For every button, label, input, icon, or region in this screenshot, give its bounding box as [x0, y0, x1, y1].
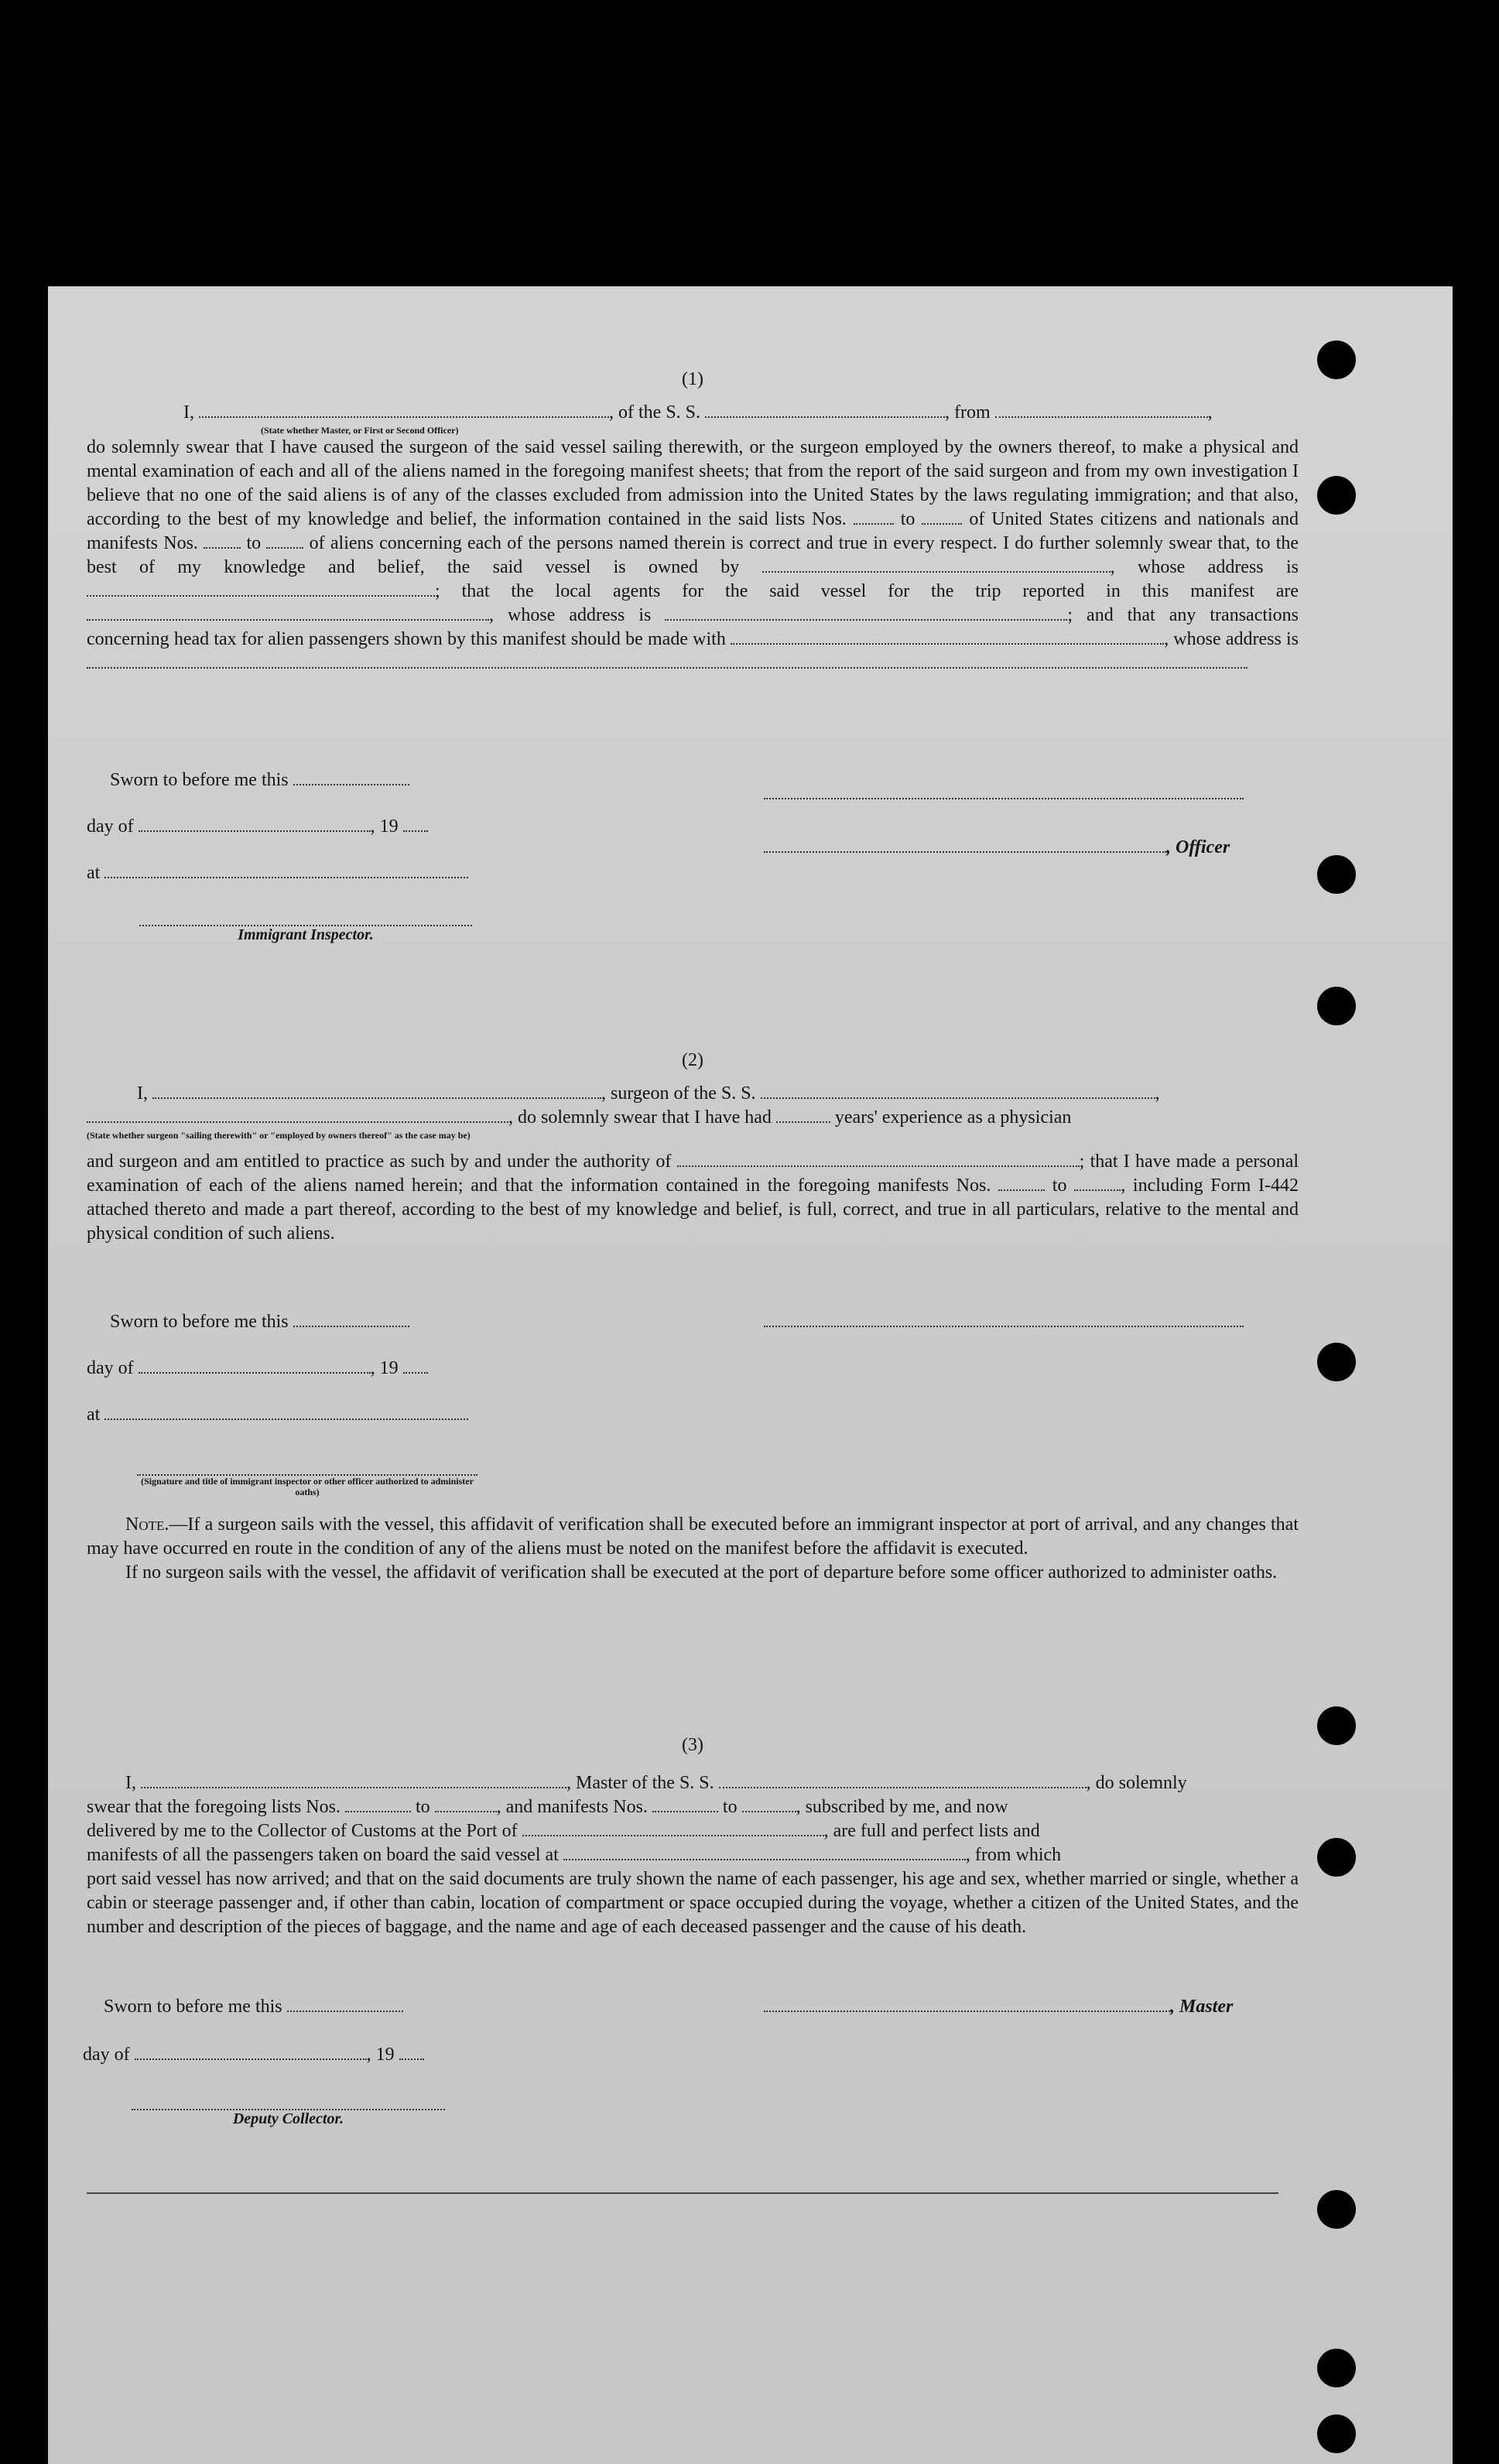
- at-label: at: [87, 863, 101, 883]
- manifest-to-blank[interactable]: [266, 535, 303, 549]
- sworn-date-blank[interactable]: [287, 1998, 403, 2012]
- authority-blank[interactable]: [677, 1153, 1080, 1167]
- officer-blank[interactable]: [764, 839, 1166, 853]
- year-label: , 19: [366, 2045, 395, 2065]
- punch-hole: [1317, 987, 1356, 1025]
- bottom-rule: [87, 2192, 1278, 2194]
- to-label: to: [722, 1797, 738, 1817]
- agents-blank[interactable]: [87, 607, 489, 621]
- day-blank[interactable]: [139, 818, 371, 832]
- owner-address-blank[interactable]: [87, 583, 435, 597]
- punch-hole: [1317, 2190, 1356, 2229]
- sworn-row-2: [110, 1312, 409, 1333]
- at-row-2: [87, 1405, 468, 1425]
- oath-i: I,: [137, 1083, 148, 1104]
- day-row-1: [87, 816, 428, 837]
- section-2: [87, 1049, 1299, 1246]
- master-label: , Master: [1170, 1997, 1234, 2017]
- manifest-from-blank[interactable]: [652, 1798, 718, 1812]
- section-number: (3): [682, 1735, 703, 1755]
- manifest-from-blank[interactable]: [998, 1177, 1045, 1191]
- surgeon-paragraph: and surgeon and am entitled to practice as such by and under the authority of ; that I have made a personal examination of each of the aliens named herein; and that the information contained in the foregoing manifests Nos. to , including Form I-442 attached thereto and made a part thereof, according to the best of my knowledge and belief, is full, correct, and true in all particulars, relative to the mental and physical condition of such aliens.: [87, 1152, 1299, 1244]
- to-label: to: [900, 509, 915, 529]
- surgeon-text-b: that I have made a personal examination of each of the aliens named herein; and that the information contained in the foregoing manifests Nos.: [87, 1152, 1299, 1196]
- day-of-label: day of: [87, 1358, 134, 1378]
- year-label: , 19: [370, 816, 399, 837]
- section-1: [87, 368, 1299, 676]
- officer-label: , Officer: [1166, 837, 1230, 857]
- sworn-label: Sworn to before me this: [104, 1997, 282, 2017]
- master-text-a: delivered by me to the Collector of Customs at the Port of: [87, 1821, 518, 1841]
- day-row-2: [87, 1358, 428, 1379]
- master-paragraph: [87, 1867, 1299, 1939]
- surgeon-line-2: [87, 1106, 1299, 1130]
- sworn-label: Sworn to before me this: [110, 770, 289, 790]
- subscribed-label: , subscribed by me, and now: [796, 1797, 1008, 1817]
- deputy-label: Deputy Collector.: [232, 2110, 344, 2127]
- inspector-label: Immigrant Inspector.: [238, 926, 374, 943]
- from-blank[interactable]: [995, 404, 1208, 418]
- year-blank[interactable]: [403, 1360, 428, 1374]
- oath-paragraph: do solemnly swear that I have caused the surgeon of the said vessel sailing therewith, or the surgeon employed by the owners thereof, to make a physical and mental examination of each and all of the aliens named in the foregoing manifest sheets; that from the report of the said surgeon and from my own investigation I believe that no one of the said aliens is of any of the classes excluded from admission into the United States by the laws regulating immigration; and that also, according to the best of my knowledge and belief, the information contained in the said lists Nos. to of United States citizens and nationals and manifests Nos. to of aliens concerning each of the persons named therein is correct and true in every respect. I do further solemnly swear that, to the best of my knowledge and belief, the said vessel is owned by , whose address is ; that the local agents for the said vessel for the trip reported in this manifest are , whose address is ; and that any transactions concerning head tax for alien passengers shown by this manifest should be made with , whose address is: [87, 436, 1299, 676]
- oath-text-a: do solemnly swear that I have caused the surgeon of the said vessel sailing therewith, or the surgeon employed by the owners thereof, to make a physical and mental examination of each and all of the aliens named in the foregoing manifest sheets; that from the report of the said surgeon and from my own investigation I believe that no one of the said aliens is of any of the classes excluded from admission into the United States by the laws regulating immigration; and that also, according to the best of my knowledge and belief, the information contained in the said lists Nos.: [87, 437, 1299, 529]
- master-text-b: manifests of all the passengers taken on board the said vessel at: [87, 1845, 559, 1865]
- master-vessel-blank[interactable]: [719, 1774, 1087, 1788]
- oath-text-c: of aliens concerning each of the persons named therein is correct and true in every respect. I do further solemnly swear that, to the best of my knowledge and belief, the said vessel is owned by: [87, 533, 1299, 577]
- note-text-1: —If a surgeon sails with the vessel, this affidavit of verification shall be executed before an immigrant inspector at port of arrival, and any changes that may have occurred en route in the condition of any of the aliens must be noted on the manifest before the affidavit is executed.: [87, 1514, 1299, 1559]
- year-blank[interactable]: [399, 2046, 424, 2060]
- at-label: at: [87, 1405, 101, 1425]
- manifest-to-blank[interactable]: [742, 1798, 796, 1812]
- years-blank[interactable]: [776, 1109, 830, 1123]
- agents-address-blank[interactable]: [665, 607, 1067, 621]
- manifest-to-blank[interactable]: [1074, 1177, 1121, 1191]
- note-block: [87, 1513, 1299, 1585]
- name-blank[interactable]: [199, 404, 609, 418]
- note-2: [87, 1561, 1299, 1585]
- master-signature-blank[interactable]: [764, 1998, 1170, 2012]
- day-blank[interactable]: [139, 1360, 371, 1374]
- at-row-1: [87, 863, 468, 884]
- sworn-row-1: [110, 770, 409, 791]
- section-number: (1): [682, 369, 703, 389]
- punch-hole: [1317, 1343, 1356, 1381]
- section-number: (2): [682, 1050, 703, 1070]
- lists-to-blank[interactable]: [922, 511, 962, 525]
- years-label: years' experience as a physician: [834, 1107, 1072, 1128]
- swear-label: , do solemnly swear that I have had: [508, 1107, 772, 1128]
- note-label: Note.: [125, 1514, 169, 1535]
- punch-hole: [1317, 341, 1356, 379]
- vessel-blank[interactable]: [705, 404, 945, 418]
- note-text-2: If no surgeon sails with the vessel, the affidavit of verification shall be executed at the port of departure before some officer authorized to administer oaths.: [125, 1562, 1278, 1583]
- master-line-4: [87, 1843, 1299, 1867]
- master-line-1: [87, 1771, 1299, 1795]
- at-blank[interactable]: [104, 1406, 468, 1420]
- of-ss-label: , of the S. S.: [609, 402, 701, 423]
- owner-blank[interactable]: [762, 559, 1111, 573]
- sworn-label: Sworn to before me this: [110, 1312, 289, 1332]
- day-blank[interactable]: [135, 2046, 367, 2060]
- surgeon-text-a: and surgeon and am entitled to practice as such by and under the authority of: [87, 1152, 672, 1172]
- officer-row: [764, 837, 1230, 858]
- section-3: [87, 1733, 1299, 1939]
- year-label: , 19: [370, 1358, 399, 1378]
- surgeon-type-blank[interactable]: [87, 1109, 508, 1123]
- surgeon-vessel-blank[interactable]: [761, 1085, 1155, 1099]
- sworn-date-blank[interactable]: [293, 1313, 409, 1327]
- embark-port-blank[interactable]: [563, 1846, 966, 1860]
- at-blank[interactable]: [104, 864, 468, 878]
- surgeon-signature-blank[interactable]: [764, 1313, 1244, 1327]
- inspector-signature: [139, 925, 472, 944]
- master-name-blank[interactable]: [141, 1774, 566, 1788]
- port-blank[interactable]: [522, 1822, 824, 1836]
- manifests-label: , and manifests Nos.: [496, 1797, 648, 1817]
- do-solemnly-label: , do solemnly: [1086, 1773, 1187, 1793]
- manifest-verification-sheet: [48, 286, 1453, 2464]
- full-perfect-label: , are full and perfect lists and: [823, 1821, 1040, 1841]
- punch-hole: [1317, 1706, 1356, 1745]
- punch-hole: [1317, 2414, 1356, 2453]
- surgeon-line-1: I, , surgeon of the S. S. ,: [137, 1083, 1160, 1104]
- to-label: to: [415, 1797, 430, 1817]
- punch-hole: [1317, 855, 1356, 894]
- oath-i: I,: [125, 1773, 136, 1793]
- punch-hole: [1317, 476, 1356, 515]
- address-label: , whose address is: [1164, 629, 1299, 649]
- master-text-c: port said vessel has now arrived; and that on the said documents are truly shown the name of each passenger, his age and sex, whether married or single, whether a cabin or steerage passenger and, if other than cabin, location of compartment or space occupied during the voyage, whether a citizen of the United States, and the number and description of the pieces of baggage, and the name and age of each deceased passenger and the cause of his death.: [87, 1869, 1299, 1937]
- surgeon-text-c: , including Form I-442 attached thereto and made a part thereof, according to the best of my knowledge and belief, is full, correct, and true in all particulars, relative to the mental and physical condition of such aliens.: [87, 1176, 1299, 1244]
- signature-hint: (Signature and title of immigrant inspector or other officer authorized to administer oaths): [141, 1476, 474, 1497]
- master-line-2: [87, 1795, 1299, 1819]
- oath-text-b: of United States citizens and nationals and manifests Nos.: [87, 509, 1299, 553]
- manifest-from-blank[interactable]: [204, 535, 241, 549]
- lists-from-blank[interactable]: [345, 1798, 411, 1812]
- from-label: , from: [945, 402, 991, 423]
- lists-from-blank[interactable]: [854, 511, 894, 525]
- surgeon-signature-line: [764, 1312, 1244, 1333]
- oath-i: I,: [183, 402, 194, 423]
- surgeon-name-blank[interactable]: [152, 1085, 601, 1099]
- punch-hole: [1317, 2349, 1356, 2387]
- day-row-3: [83, 2045, 424, 2065]
- note-1: [87, 1513, 1299, 1561]
- day-of-label: day of: [83, 2045, 130, 2065]
- deputy-collector-signature: [132, 2109, 445, 2128]
- surgeon-hint: (State whether surgeon "sailing therewith" or "employed by owners thereof" as the case may be): [87, 1130, 471, 1141]
- to-label: to: [246, 533, 262, 553]
- oath-line-1: I, , of the S. S. , from ,: [183, 402, 1213, 423]
- to-label: to: [1052, 1176, 1067, 1196]
- master-signature-row: [764, 1997, 1233, 2017]
- master-of-label: , Master of the S. S.: [566, 1773, 714, 1793]
- day-of-label: day of: [87, 816, 134, 837]
- year-blank[interactable]: [403, 818, 428, 832]
- sworn-date-blank[interactable]: [293, 772, 409, 785]
- surgeon-of-label: , surgeon of the S. S.: [601, 1083, 756, 1104]
- address-label: , whose address is: [1110, 557, 1299, 577]
- master-line-3: [87, 1819, 1299, 1843]
- punch-hole: [1317, 1838, 1356, 1877]
- from-which-label: , from which: [965, 1845, 1062, 1865]
- oath-text-e: whose address is: [508, 605, 652, 625]
- oath-text-f: ; and that any transactions concerning head tax for alien passengers shown by this manifest should be made with: [87, 605, 1299, 649]
- head-tax-address-blank[interactable]: [87, 655, 1247, 669]
- head-tax-blank[interactable]: [731, 631, 1164, 645]
- sworn-row-3: [104, 1997, 403, 2017]
- officer-signature-line: [764, 785, 1244, 799]
- oath-text-d: that the local agents for the said vessel for the trip reported in this manifest are: [461, 581, 1299, 601]
- officer-hint: (State whether Master, or First or Second Officer): [261, 425, 459, 436]
- lists-to-blank[interactable]: [435, 1798, 497, 1812]
- swear-label: swear that the foregoing lists Nos.: [87, 1797, 341, 1817]
- inspector-signature-2: [137, 1474, 477, 1497]
